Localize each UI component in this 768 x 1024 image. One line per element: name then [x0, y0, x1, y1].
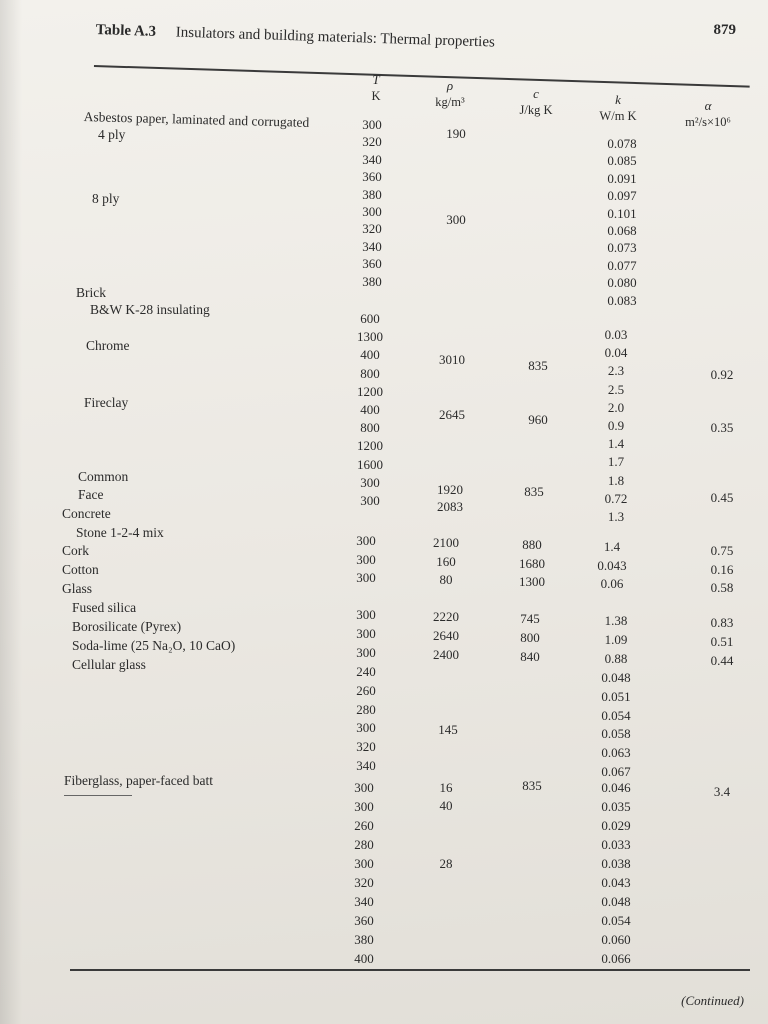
- label-concrete: Concrete: [62, 506, 111, 521]
- ccc-temperatures: 300 300 300: [356, 533, 376, 585]
- page-number: 879: [713, 22, 736, 38]
- cellular-glass-density: 145: [438, 722, 458, 737]
- pencil-underline: [64, 793, 132, 796]
- glass-diffusivities: 0.83 0.51 0.44: [710, 615, 734, 668]
- label-chrome: Chrome: [86, 338, 130, 353]
- label-cork: Cork: [62, 543, 89, 558]
- header-density: [420, 78, 480, 110]
- header-T-symbol: T: [372, 72, 380, 87]
- chrome-specific-heat: 835: [528, 358, 548, 373]
- header-specific-heat: [504, 86, 568, 118]
- asbestos-4ply-density: 190: [446, 126, 466, 141]
- asbestos-8ply-density: 300: [446, 212, 466, 227]
- header-k-unit: W/m K: [599, 109, 637, 123]
- glass-densities: 2220 2640 2400: [433, 609, 459, 662]
- chrome-density: 3010: [439, 352, 465, 367]
- fireclay-diffusivity: 0.35: [710, 420, 734, 435]
- header-diffusivity: [672, 98, 744, 130]
- fireclay-density: 2645: [439, 407, 465, 422]
- common-brick-density: 1920: [437, 482, 463, 497]
- glass-conductivities: 1.38 1.09 0.88 0.048 0.051 0.054 0.058 0.063 0.067: [601, 613, 631, 780]
- table-caption: Insulators and building materials: Thermal properties: [175, 24, 496, 51]
- chrome-diffusivity: 0.92: [710, 367, 734, 382]
- table-title: [95, 22, 655, 57]
- table-number: Table A.3: [95, 22, 157, 40]
- header-k-symbol: k: [615, 92, 621, 107]
- asbestos-conductivities: 0.078 0.085 0.091 0.097 0.101 0.068 0.073 0.077 0.080 0.083: [607, 136, 637, 308]
- label-stone-mix: Stone 1-2-4 mix: [76, 525, 164, 540]
- label-8-ply: 8 ply: [92, 191, 120, 206]
- fiberglass-specific-heat: 835: [522, 778, 542, 793]
- label-face: Face: [78, 487, 104, 502]
- continued-note: (Continued): [681, 993, 744, 1008]
- header-conductivity: [586, 92, 650, 124]
- common-brick-specific-heat: 835: [524, 484, 544, 499]
- header-c-symbol: c: [533, 86, 539, 101]
- header-T-unit: K: [371, 89, 381, 103]
- header-alpha-unit: m²/s×10⁶: [685, 115, 731, 129]
- brick-conductivities: 0.03 0.04 2.3 2.5 2.0 0.9 1.4 1.7 1.8 0.72 1.3: [604, 327, 628, 525]
- header-alpha-symbol: α: [704, 98, 712, 113]
- fiberglass-diffusivity: 3.4: [713, 784, 731, 799]
- label-common: Common: [78, 469, 129, 484]
- common-brick-diffusivity: 0.45: [710, 490, 734, 505]
- fiberglass-conductivities: 0.046 0.035 0.029 0.033 0.038 0.043 0.048 0.054 0.060 0.066: [601, 780, 631, 966]
- label-soda-lime: Soda-lime (25 Na₂O, 10 CaO): [72, 638, 236, 653]
- label-bw-k28: B&W K-28 insulating: [90, 302, 210, 317]
- fiberglass-density-16: 16: [439, 780, 453, 795]
- label-glass: Glass: [62, 581, 92, 596]
- header-c-unit: J/kg K: [519, 103, 553, 117]
- header-rho-symbol: ρ: [446, 78, 454, 93]
- label-4-ply: 4 ply: [98, 127, 126, 142]
- glass-temperatures: 300 300 300 240 260 280 300 320 340: [356, 607, 376, 774]
- asbestos-temperatures: 300 320 340 360 380 300 320 340 360 380: [362, 117, 382, 289]
- page-gutter-shadow: [0, 0, 22, 1024]
- label-cotton: Cotton: [62, 562, 99, 577]
- label-fiberglass: Fiberglass, paper-faced batt: [64, 773, 214, 788]
- header-temperature: [356, 72, 396, 104]
- fireclay-specific-heat: 960: [528, 412, 548, 427]
- brick-temperatures: 600 1300 400 800 1200 400 800 1200 1600 300 300: [357, 311, 383, 509]
- ccc-densities: 2100 160 80: [433, 535, 459, 587]
- glass-specific-heats: 745 800 840: [520, 611, 540, 664]
- fiberglass-temperatures: 300 300 260 280 300 320 340 360 380 400: [354, 780, 374, 966]
- fiberglass-density-28: 28: [439, 856, 453, 871]
- label-cellular-glass: Cellular glass: [72, 657, 146, 672]
- label-fused-silica: Fused silica: [72, 600, 137, 615]
- ccc-conductivities: 1.4 0.043 0.06: [597, 539, 627, 591]
- label-fireclay: Fireclay: [84, 395, 129, 410]
- table-bottom-rule: [70, 969, 750, 971]
- label-brick: Brick: [76, 285, 106, 300]
- label-borosilicate: Borosilicate (Pyrex): [72, 619, 182, 634]
- fiberglass-density-40: 40: [439, 798, 453, 813]
- ccc-diffusivities: 0.75 0.16 0.58: [710, 543, 734, 595]
- label-asbestos: Asbestos paper, laminated and corrugated: [83, 108, 310, 130]
- face-brick-density: 2083: [437, 499, 463, 514]
- ccc-specific-heats: 880 1680 1300: [519, 537, 545, 589]
- header-rho-unit: kg/m³: [435, 95, 465, 109]
